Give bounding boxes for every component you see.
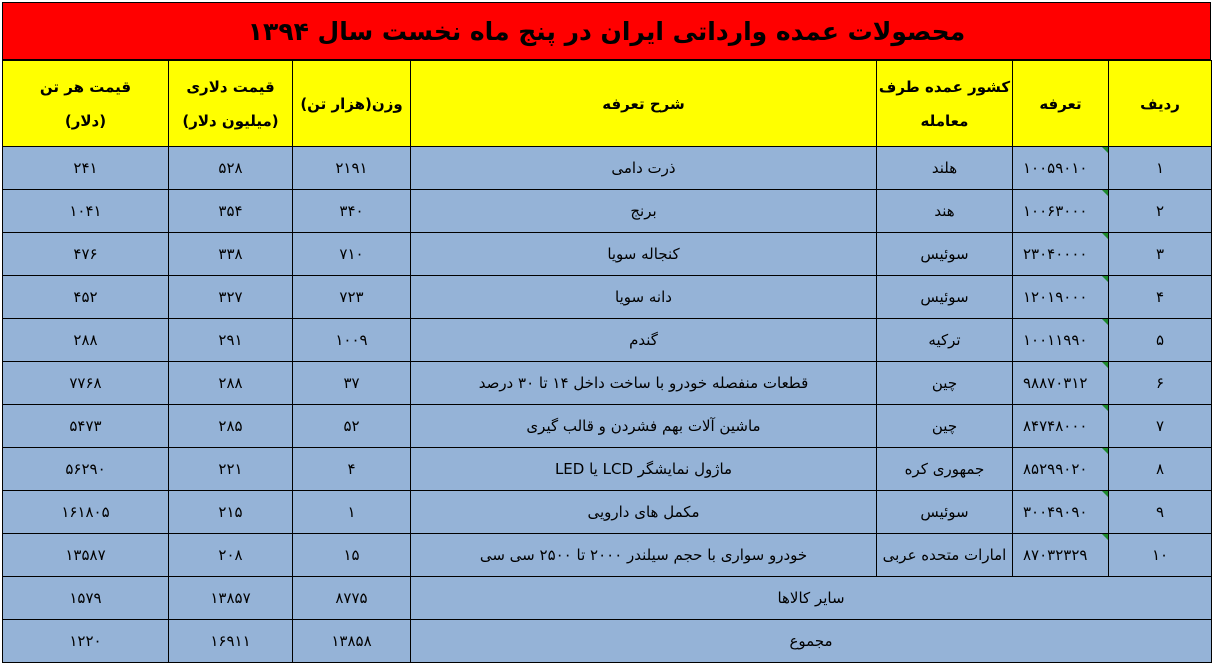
cell-weight[interactable]: ۵۲	[293, 405, 411, 448]
cell-price[interactable]: ۱۰۴۱	[3, 190, 169, 233]
cell-value[interactable]: ۲۱۵	[169, 491, 293, 534]
cell-row-number[interactable]: ۱۰	[1109, 534, 1212, 577]
cell-tariff[interactable]: ۸۷۰۳۲۳۲۹	[1013, 534, 1109, 577]
cell-country[interactable]: چین	[877, 362, 1013, 405]
cell-value[interactable]: ۵۲۸	[169, 147, 293, 190]
cell-description[interactable]: کنجاله سویا	[411, 233, 877, 276]
cell-description[interactable]: برنج	[411, 190, 877, 233]
header-row	[3, 61, 1212, 147]
cell-tariff[interactable]: ۱۰۰۱۱۹۹۰	[1013, 319, 1109, 362]
header-description[interactable]: شرح تعرفه	[411, 61, 877, 147]
cell-description[interactable]: ماشین آلات بهم فشردن و قالب گیری	[411, 405, 877, 448]
cell-row-number[interactable]: ۲	[1109, 190, 1212, 233]
cell-row-number[interactable]: ۳	[1109, 233, 1212, 276]
table-row	[3, 405, 1212, 448]
total-weight[interactable]: ۱۳۸۵۸	[293, 620, 411, 663]
cell-value[interactable]: ۲۲۱	[169, 448, 293, 491]
header-price-line1: قیمت هر تن	[39, 77, 132, 96]
cell-weight[interactable]: ۱	[293, 491, 411, 534]
header-country-line2: معامله	[920, 111, 969, 130]
cell-row-number[interactable]: ۸	[1109, 448, 1212, 491]
table-body	[3, 147, 1212, 663]
header-country[interactable]	[877, 61, 1013, 147]
cell-row-number[interactable]: ۷	[1109, 405, 1212, 448]
cell-description[interactable]: گندم	[411, 319, 877, 362]
total-label[interactable]: مجموع	[411, 620, 1212, 663]
table-row	[3, 491, 1212, 534]
header-country-line1: کشور عمده طرف	[878, 77, 1011, 96]
header-price-line2: (دلار)	[64, 111, 107, 130]
cell-weight[interactable]: ۴	[293, 448, 411, 491]
cell-weight[interactable]: ۳۷	[293, 362, 411, 405]
cell-country[interactable]: ترکیه	[877, 319, 1013, 362]
cell-row-number[interactable]: ۶	[1109, 362, 1212, 405]
table-row	[3, 147, 1212, 190]
cell-value[interactable]: ۲۰۸	[169, 534, 293, 577]
table-row	[3, 276, 1212, 319]
cell-description[interactable]: خودرو سواری با حجم سیلندر ۲۰۰۰ تا ۲۵۰۰ سی سی	[411, 534, 877, 577]
total-price[interactable]: ۱۲۲۰	[3, 620, 169, 663]
cell-weight[interactable]: ۱۵	[293, 534, 411, 577]
cell-tariff[interactable]: ۱۰۰۵۹۰۱۰	[1013, 147, 1109, 190]
cell-value[interactable]: ۳۲۷	[169, 276, 293, 319]
cell-country[interactable]: سوئیس	[877, 276, 1013, 319]
cell-price[interactable]: ۲۴۱	[3, 147, 169, 190]
cell-description[interactable]: ذرت دامی	[411, 147, 877, 190]
cell-value[interactable]: ۲۹۱	[169, 319, 293, 362]
cell-row-number[interactable]: ۵	[1109, 319, 1212, 362]
table-row	[3, 319, 1212, 362]
cell-price[interactable]: ۱۳۵۸۷	[3, 534, 169, 577]
cell-country[interactable]: سوئیس	[877, 233, 1013, 276]
other-goods-label[interactable]: سایر کالاها	[411, 577, 1212, 620]
cell-weight[interactable]: ۷۱۰	[293, 233, 411, 276]
cell-price[interactable]: ۵۶۲۹۰	[3, 448, 169, 491]
cell-tariff[interactable]: ۹۸۸۷۰۳۱۲	[1013, 362, 1109, 405]
cell-value[interactable]: ۳۵۴	[169, 190, 293, 233]
cell-tariff[interactable]: ۱۲۰۱۹۰۰۰	[1013, 276, 1109, 319]
other-goods-weight[interactable]: ۸۷۷۵	[293, 577, 411, 620]
imports-table	[2, 60, 1212, 663]
cell-price[interactable]: ۴۵۲	[3, 276, 169, 319]
cell-weight[interactable]: ۷۲۳	[293, 276, 411, 319]
other-goods-row	[3, 577, 1212, 620]
cell-country[interactable]: جمهوری کره	[877, 448, 1013, 491]
cell-description[interactable]: دانه سویا	[411, 276, 877, 319]
header-weight[interactable]: وزن(هزار تن)	[293, 61, 411, 147]
cell-price[interactable]: ۵۴۷۳	[3, 405, 169, 448]
cell-tariff[interactable]: ۸۴۷۴۸۰۰۰	[1013, 405, 1109, 448]
total-value[interactable]: ۱۶۹۱۱	[169, 620, 293, 663]
cell-country[interactable]: امارات متحده عربی	[877, 534, 1013, 577]
cell-row-number[interactable]: ۱	[1109, 147, 1212, 190]
cell-country[interactable]: چین	[877, 405, 1013, 448]
header-price[interactable]	[3, 61, 169, 147]
table-title: محصولات عمده وارداتی ایران در پنج ماه نخست سال ۱۳۹۴	[2, 2, 1211, 60]
cell-tariff[interactable]: ۲۳۰۴۰۰۰۰	[1013, 233, 1109, 276]
total-row	[3, 620, 1212, 663]
header-row-number[interactable]: ردیف	[1109, 61, 1212, 147]
cell-description[interactable]: ماژول نمایشگر LCD یا LED	[411, 448, 877, 491]
cell-tariff[interactable]: ۱۰۰۶۳۰۰۰	[1013, 190, 1109, 233]
table-row	[3, 362, 1212, 405]
cell-price[interactable]: ۴۷۶	[3, 233, 169, 276]
cell-weight[interactable]: ۳۴۰	[293, 190, 411, 233]
cell-description[interactable]: قطعات منفصله خودرو با ساخت داخل ۱۴ تا ۳۰ درصد	[411, 362, 877, 405]
cell-description[interactable]: مکمل های دارویی	[411, 491, 877, 534]
cell-price[interactable]: ۲۸۸	[3, 319, 169, 362]
other-goods-value[interactable]: ۱۳۸۵۷	[169, 577, 293, 620]
cell-country[interactable]: هند	[877, 190, 1013, 233]
cell-value[interactable]: ۲۸۸	[169, 362, 293, 405]
header-value[interactable]	[169, 61, 293, 147]
table-row	[3, 448, 1212, 491]
cell-country[interactable]: سوئیس	[877, 491, 1013, 534]
cell-weight[interactable]: ۱۰۰۹	[293, 319, 411, 362]
other-goods-price[interactable]: ۱۵۷۹	[3, 577, 169, 620]
cell-country[interactable]: هلند	[877, 147, 1013, 190]
header-value-line2: (میلیون دلار)	[182, 111, 279, 130]
table-row	[3, 233, 1212, 276]
cell-weight[interactable]: ۲۱۹۱	[293, 147, 411, 190]
cell-tariff[interactable]: ۳۰۰۴۹۰۹۰	[1013, 491, 1109, 534]
cell-price[interactable]: ۷۷۶۸	[3, 362, 169, 405]
header-value-line1: قیمت دلاری	[186, 77, 275, 96]
table-row	[3, 190, 1212, 233]
spreadsheet-table	[2, 2, 1211, 668]
cell-value[interactable]: ۲۸۵	[169, 405, 293, 448]
cell-tariff[interactable]: ۸۵۲۹۹۰۲۰	[1013, 448, 1109, 491]
table-row	[3, 534, 1212, 577]
header-tariff[interactable]: تعرفه	[1013, 61, 1109, 147]
cell-price[interactable]: ۱۶۱۸۰۵	[3, 491, 169, 534]
cell-value[interactable]: ۳۳۸	[169, 233, 293, 276]
cell-row-number[interactable]: ۴	[1109, 276, 1212, 319]
cell-row-number[interactable]: ۹	[1109, 491, 1212, 534]
